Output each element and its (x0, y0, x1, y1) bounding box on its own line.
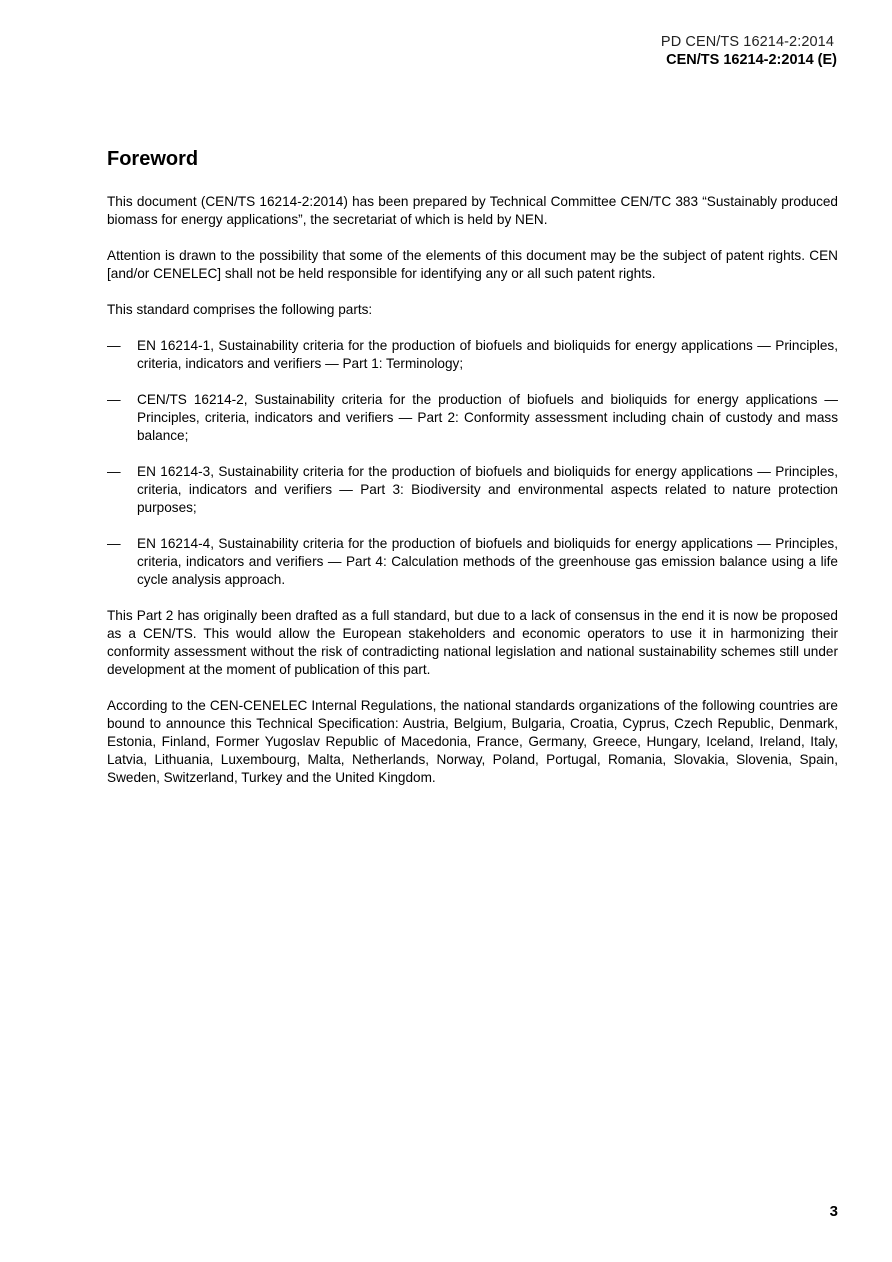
list-item-text: EN 16214-3, Sustainability criteria for the production of biofuels and bioliquids for energy applications — Principles, criteria, indicators and verifiers — Part 3: Biodiversity and environmental aspects related to nature protection purposes; (137, 464, 838, 515)
list-item (107, 391, 838, 445)
list-item (107, 535, 838, 589)
list-dash: — (107, 338, 121, 353)
list-item-text: CEN/TS 16214-2, Sustainability criteria for the production of biofuels and bioliquids for energy applications — Principles, criteria, indicators and verifiers — Part 2: Conformity assessment including chain of custody and mass balance; (137, 392, 838, 443)
header-pd-designation: PD CEN/TS 16214-2:2014 (660, 34, 834, 50)
list-dash: — (107, 392, 121, 407)
list-item (107, 463, 838, 517)
foreword-paragraph-parts-intro: This standard comprises the following parts: (107, 302, 373, 317)
foreword-title: Foreword (107, 148, 199, 170)
foreword-paragraph-committee: This document (CEN/TS 16214-2:2014) has been prepared by Technical Committee CEN/TC 383 “Sustainably produced biomass for energy applications”, the secretariat of which is held by NEN. (107, 194, 838, 227)
list-item-text: EN 16214-1, Sustainability criteria for the production of biofuels and bioliquids for energy applications — Principles, criteria, indicators and verifiers — Part 1: Terminology; (137, 338, 838, 371)
page-number: 3 (829, 1203, 838, 1220)
foreword-section (107, 146, 838, 805)
list-dash: — (107, 536, 121, 551)
foreword-paragraph-countries: According to the CEN-CENELEC Internal Regulations, the national standards organizations of the following countries are bound to announce this Technical Specification: Austria, Belgium, Bulgaria, Croatia, Cyprus, Czech Republic, Denmark, Estonia, Finland, Former Yugoslav Republic of Macedonia, France, Germany, Greece, Hungary, Iceland, Ireland, Italy, Latvia, Lithuania, Luxembourg, Malta, Netherlands, Norway, Poland, Portugal, Romania, Slovakia, Slovenia, Spain, Sweden, Switzerland, Turkey and the United Kingdom. (107, 698, 838, 785)
foreword-paragraph-cen-ts: This Part 2 has originally been drafted as a full standard, but due to a lack of consensus in the end it is now be proposed as a CEN/TS. This would allow the European stakeholders and economic operators to use it in harmonizing their conformity assessment without the risk of contradicting national legislation and national sustainability schemes still under development at the moment of publication of this part. (107, 608, 838, 677)
foreword-paragraph-patent: Attention is drawn to the possibility that some of the elements of this document may be the subject of patent rights. CEN [and/or CENELEC] shall not be held responsible for identifying any or all such patent rights. (107, 248, 838, 281)
list-item (107, 337, 838, 373)
header-standard-designation: CEN/TS 16214-2:2014 (E) (666, 52, 837, 68)
parts-list (107, 337, 838, 589)
list-dash: — (107, 464, 121, 479)
list-item-text: EN 16214-4, Sustainability criteria for the production of biofuels and bioliquids for energy applications — Principles, criteria, indicators and verifiers — Part 4: Calculation methods of the greenhouse gas emission balance using a life cycle analysis approach. (137, 536, 838, 587)
